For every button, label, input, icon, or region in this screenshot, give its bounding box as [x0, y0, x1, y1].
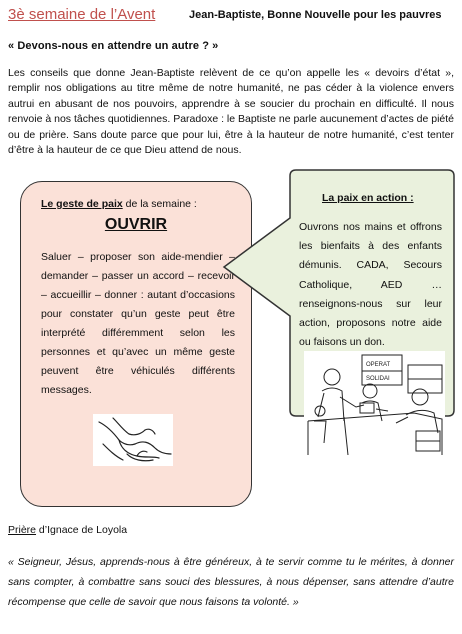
header	[8, 6, 454, 28]
geste-heading-bold: Le geste de paix	[41, 198, 123, 210]
handshake-icon	[93, 414, 173, 466]
priere-author: d’Ignace de Loyola	[36, 524, 128, 536]
priere-label	[8, 524, 127, 536]
handshake-illustration	[93, 414, 173, 466]
geste-heading	[41, 198, 197, 210]
geste-heading-rest: de la semaine :	[122, 198, 197, 210]
sign-line-2: SOLIDAI	[366, 376, 390, 382]
header-subtitle: Jean-Baptiste, Bonne Nouvelle pour les pauvres	[189, 9, 442, 21]
week-title: 3è semaine de l’Avent	[8, 6, 156, 23]
charity-office-illustration	[304, 351, 445, 455]
paix-text: Ouvrons nos mains et offrons les bienfaits à des enfants démunis. CADA, Secours Catholique, AED … renseignons-nous sur leur action, proposons notre aide ou faisons un don.	[299, 221, 442, 349]
sign-line-1: OPERAT	[366, 362, 391, 368]
intro-paragraph: Les conseils que donne Jean-Baptiste relèvent de ce qu’on appelle les « devoirs d’état », remplir nos obligations au titre même de notre humanité, ne pas céder à la violence envers autrui en abusant de nos pouvoirs, apprendre à se soucier du prochain en difficulté. Il nous renvoie à nos tâches quotidiennes. Paradoxe : le Baptiste ne parle aucunement d’actes de piété ou de prière. Sans doute parce que pour lui, être à la hauteur de notre humanité, c’est tenter d’être à la hauteur de ce que Dieu attend de nous.	[8, 67, 454, 157]
geste-text: Saluer – proposer son aide-mendier – demander – passer un accord – recevoir – accueillir – donner : autant d’occasions pour constater qu’un geste peut être interprété différemment selon les personnes et qu’avec un même geste peuvent être véhiculés différents messages.	[41, 251, 235, 396]
gospel-question: « Devons-nous en attendre un autre ? »	[8, 40, 219, 52]
priere-text: « Seigneur, Jésus, apprends-nous à être généreux, à te servir comme tu le mérites, à donner sans compter, à combattre sans souci des blessures, à nous dépenser, sans attendre d’autre récompense que celle de savoir que nous faisons ta volonté. »	[8, 556, 454, 608]
geste-word: OUVRIR	[104, 216, 168, 233]
priere-word: Prière	[8, 524, 37, 536]
geste-de-paix-box	[20, 181, 252, 507]
charity-scene-icon	[304, 351, 445, 455]
paix-title: La paix en action :	[322, 192, 414, 204]
